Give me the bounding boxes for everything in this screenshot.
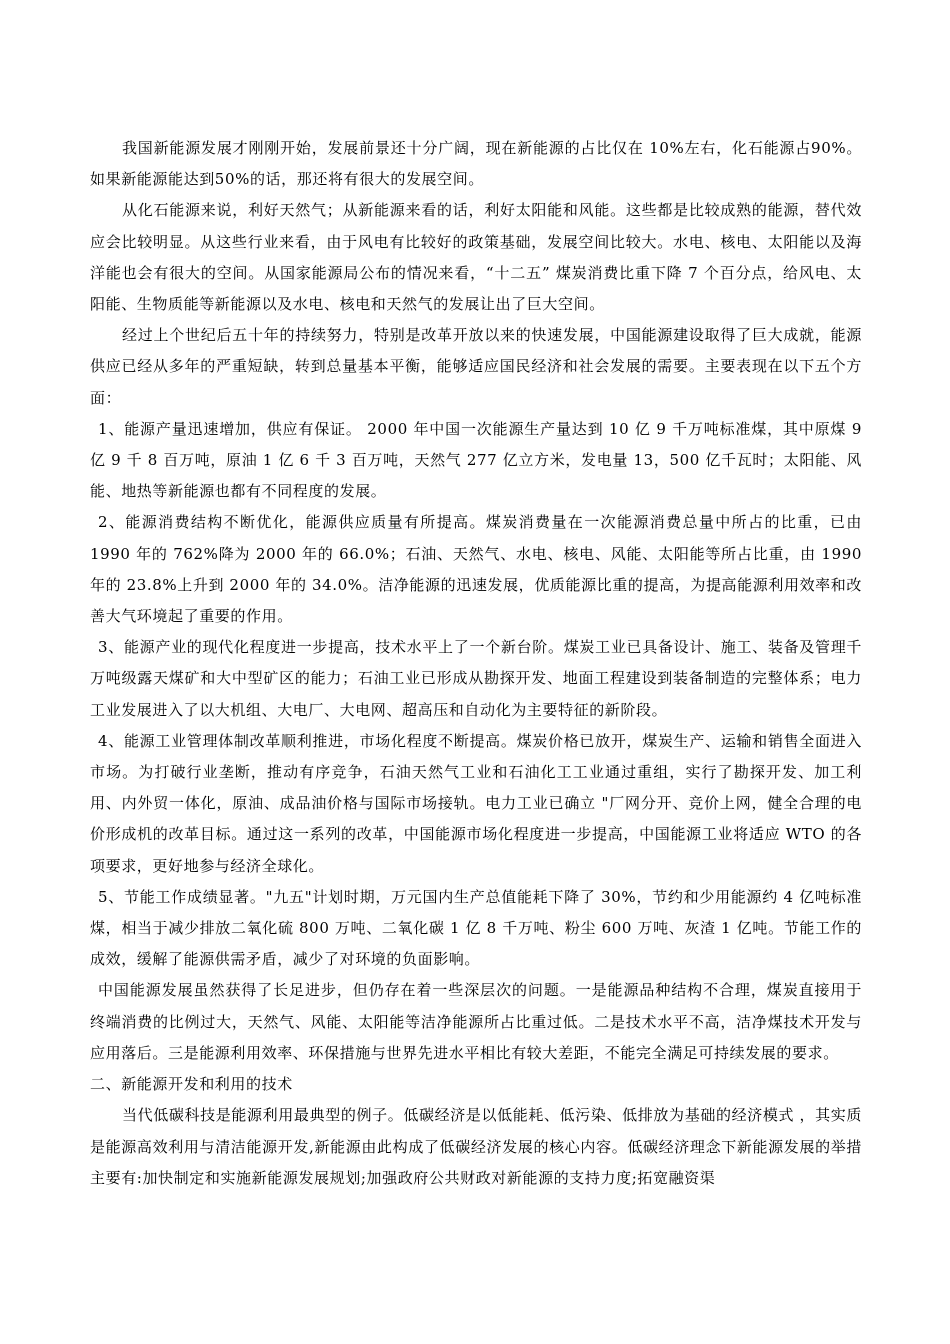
paragraph-new-energy-share: 我国新能源发展才刚刚开始，发展前景还十分广阔，现在新能源的占比仅在 10%左右，化石能源占90%。如果新能源能达到50%的话，那还将有很大的发展空间。 [90,139,862,189]
list-item-reform: 4、能源工业管理体制改革顺利推进，市场化程度不断提高。煤炭价格已放开，煤炭生产、运输和销售全面进入市场。为打破行业垄断，推动有序竞争，石油天然气工业和石油化工工业通过重组，实行了勘探开发、加工利用、内外贸一体化，原油、成品油价格与国际市场接轨。电力工业已确立 "厂网分开、竞价上网，健全合理的电价形成机的改革目标。通过这一系列的改革，中国能源市场化程度进一步提高，中国能源工业将适应 WTO 的各项要求，更好地参与经济全球化。 [90,731,862,875]
paragraph-benefits: 从化石能源来说，利好天然气；从新能源来看的话，利好太阳能和风能。这些都是比较成熟的能源，替代效应会比较明显。从这些行业来看，由于风电有比较好的政策基础，发展空间比较大。水电、核电、太阳能以及海洋能也会有很大的空间。从国家能源局公布的情况来看，“十二五” 煤炭消费比重下降 7 个百分点，给风电、太阳能、生物质能等新能源以及水电、核电和天然气的发展让出了巨大空间。 [90,201,862,314]
list-item-modernization: 3、能源产业的现代化程度进一步提高，技术水平上了一个新台阶。煤炭工业已具备设计、施工、装备及管理千万吨级露天煤矿和大中型矿区的能力；石油工业已形成从勘探开发、地面工程建设到装备制造的完整体系；电力工业发展进入了以大机组、大电厂、大电网、超高压和自动化为主要特征的新阶段。 [90,638,862,719]
list-item-structure: 2、能源消费结构不断优化，能源供应质量有所提高。煤炭消费量在一次能源消费总量中所占的比重，已由 1990 年的 762%降为 2000 年的 66.0%；石油、天然气、水电、核电、风能、太阳能等所占比重，由 1990 年的 23.8%上升到 2000 年的 34.0%。洁净能源的迅速发展，优质能源比重的提高，为提高能源利用效率和改善大气环境起了重要的作用。 [90,513,862,626]
paragraph-low-carbon: 当代低碳科技是能源利用最典型的例子。低碳经济是以低能耗、低污染、低排放为基础的经济模式 ，其实质是能源高效利用与清洁能源开发,新能源由此构成了低碳经济发展的核心内容。低碳经济理念下新能源发展的举措主要有:加快制定和实施新能源发展规划;加强政府公共财政对新能源的支持力度;拓宽融资渠 [90,1106,862,1187]
list-item-energy-saving: 5、节能工作成绩显著。"九五"计划时期，万元国内生产总值能耗下降了 30%，节约和少用能源约 4 亿吨标准煤，相当于减少排放二氧化硫 800 万吨、二氧化碳 1 亿 8 千万吨、粉尘 600 万吨、灰渣 1 亿吨。节能工作的成效，缓解了能源供需矛盾，减少了对环境的负面影响。 [90,887,862,969]
document-body [90,133,862,1194]
paragraph-achievements-intro: 经过上个世纪后五十年的持续努力，特别是改革开放以来的快速发展，中国能源建设取得了巨大成就，能源供应已经从多年的严重短缺，转到总量基本平衡，能够适应国民经济和社会发展的需要。主要表现在以下五个方面： [90,326,862,407]
paragraph-problems: 中国能源发展虽然获得了长足进步，但仍存在着一些深层次的问题。一是能源品种结构不合理，煤炭直接用于终端消费的比例过大，天然气、风能、太阳能等洁净能源所占比重过低。二是技术水平不高，洁净煤技术开发与应用落后。三是能源利用效率、环保措施与世界先进水平相比有较大差距，不能完全满足可持续发展的要求。 [90,981,862,1062]
section-heading: 二、新能源开发和利用的技术 [90,1075,293,1094]
list-item-production: 1、能源产量迅速增加，供应有保证。 2000 年中国一次能源生产量达到 10 亿 9 千万吨标准煤，其中原煤 9 亿 9 千 8 百万吨，原油 1 亿 6 千 3 百万吨，天然气 277 亿立方米，发电量 13，500 亿千瓦时；太阳能、风能、地热等新能源也都有不同程度的发展。 [90,419,862,501]
